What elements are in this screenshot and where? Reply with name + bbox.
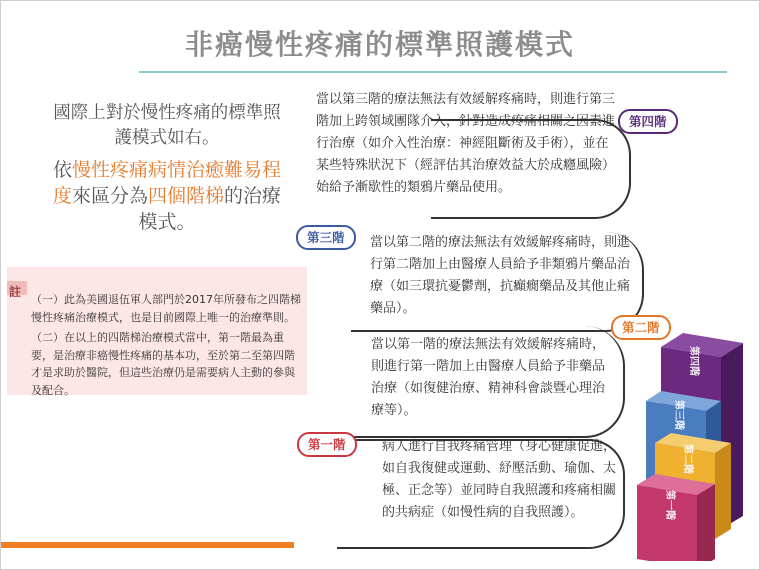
intro-highlight-difficulty: 慢性疼痛病情治癒難易程度: [52, 159, 282, 207]
note-box: [7, 267, 307, 395]
level-2-badge: 第二階: [611, 315, 671, 340]
stair-4-label: 第四階: [688, 346, 699, 376]
note-item-2: （二）在以上的四階梯治療模式當中，第一階最為重要，是治療非癌慢性疼痛的基本功，至於第二至第四階才是求助於醫院，但這些治療仍是需要病人主動的參與及配合。: [31, 331, 295, 397]
level-4-badge: 第四階: [618, 109, 678, 134]
stair-1-label: 第一階: [664, 490, 675, 520]
staircase-illustration: [637, 301, 757, 561]
intro-paragraph-1: 國際上對於慢性疼痛的標準照護模式如右。: [53, 103, 281, 148]
title-underline: [139, 71, 727, 73]
page-title: 非癌慢性疼痛的標準照護模式: [184, 28, 575, 61]
note-item-1: （一）此為美國退伍軍人部門於2017年所發布之四階梯慢性疼痛治療模式，也是目前國際上唯一的治療準則。: [31, 293, 301, 324]
intro-text: [49, 101, 285, 235]
intro-text-mid: 來區分為: [71, 185, 148, 207]
footer-accent-bar: [1, 542, 294, 548]
stair-2-side: [715, 443, 731, 539]
level-3-text: 當以第二階的療法無法有效緩解疼痛時，則進行第二階加上由醫療人員給予非類鴉片藥品治療（如三環抗憂鬱劑，抗癲癇藥品及其他止痛藥品）。: [370, 235, 631, 316]
level-2-text: 當以第一階的療法無法有效緩解疼痛時，則進行第一階加上由醫療人員給予非藥品治療（如復健治療、精神科會談暨心理治療等）。: [371, 337, 606, 418]
stair-3-label: 第三階: [673, 400, 684, 430]
level-1-text: 病人進行自我疼痛管理（身心健康促進，如自我復健或運動、紓壓活動、瑜伽、太極、正念等）並同時自我照護和疼痛相關的共病症（如慢性病的自我照護）。: [382, 439, 617, 520]
stair-1-side: [697, 484, 715, 561]
intro-highlight-four-levels: 四個階梯: [148, 185, 225, 207]
note-tag: [7, 267, 27, 395]
intro-text-pre: 依: [52, 159, 72, 181]
level-3-badge: 第三階: [296, 225, 356, 250]
level-4-text: 當以第三階的療法無法有效緩解疼痛時，則進行第三階加上跨領域團隊介入，針對造成疼痛相關之因素進行治療（如介入性治療：神經阻斷術及手術），並在某些特殊狀況下（經評估其治療效益大於成癮風險）始給予漸歇性的類鴉片藥品使用。: [316, 92, 616, 195]
note-tag-label: 註: [9, 285, 22, 299]
intro-paragraph-2: [49, 157, 285, 235]
intro-text-post: 的治療模式。: [138, 185, 282, 233]
level-1-badge: 第一階: [297, 432, 357, 457]
stair-2-label: 第二階: [682, 444, 693, 474]
